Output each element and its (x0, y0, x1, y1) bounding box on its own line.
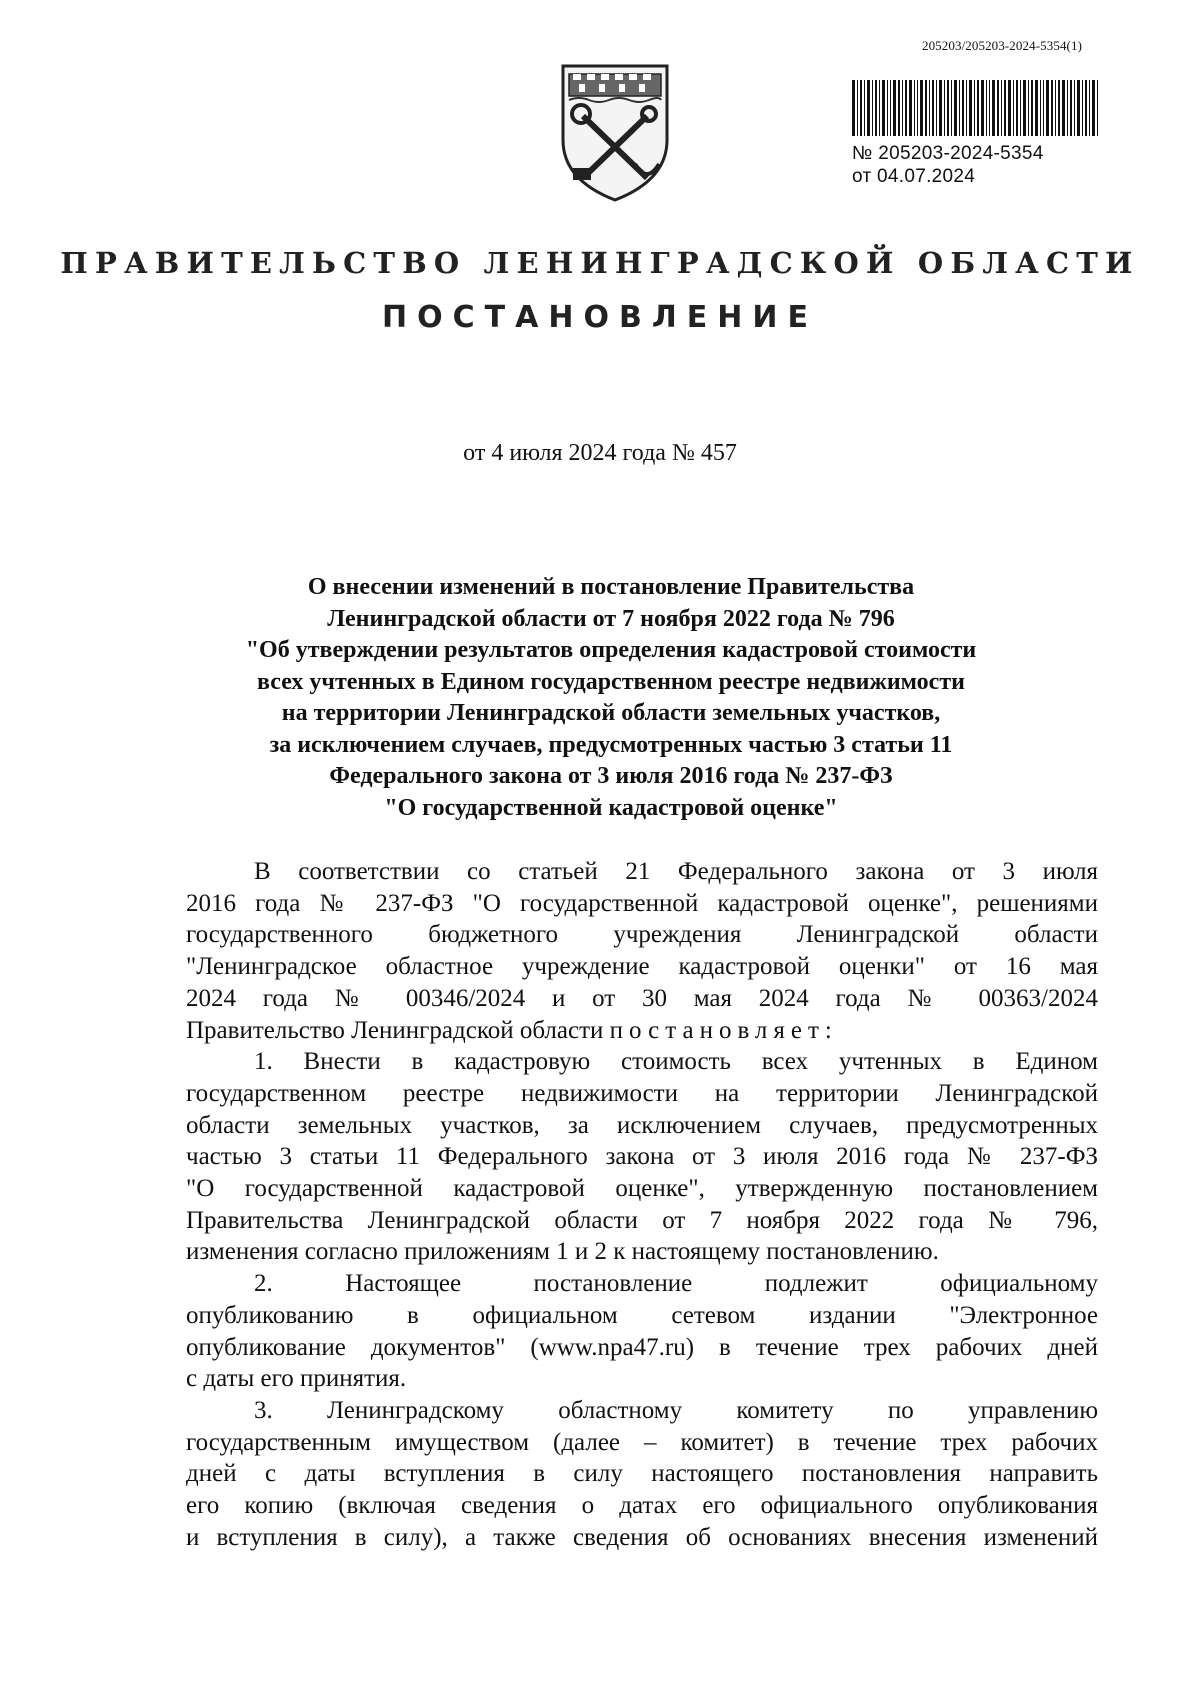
government-title: ПРАВИТЕЛЬСТВО ЛЕНИНГРАДСКОЙ ОБЛАСТИ (60, 246, 1140, 280)
subject-line: О внесении изменений в постановление Правительства (307, 574, 915, 600)
subject-line: всех учтенных в Едином государственном реестре недвижимости (257, 668, 965, 695)
item-2-line: опубликование документов" (www.npa47.ru) в течение трех рабочих дней (186, 1333, 1098, 1361)
preamble-last-text: Правительство Ленинградской области (186, 1016, 604, 1044)
item-2-line: опубликованию в официальном сетевом издании "Электронное (186, 1301, 1098, 1329)
item-1-line: государственном реестре недвижимости на территории Ленинградской (186, 1079, 1098, 1107)
resolution-subject (180, 572, 1042, 824)
subject-line: Ленинградской области от 7 ноября 2022 года № 796 (327, 605, 895, 632)
registration-block (852, 80, 1112, 188)
item-2-line: с даты его принятия. (186, 1365, 407, 1393)
item-2-line: 2. Настоящее постановление подлежит официальному (254, 1270, 1098, 1298)
item-1-line: частью 3 статьи 11 Федерального закона от 3 июля 2016 года № 237-ФЗ (186, 1143, 1098, 1171)
document-code: 205203/205203-2024-5354(1) (921, 38, 1082, 53)
document-type: ПОСТАНОВЛЕНИЕ (382, 300, 818, 335)
preamble-line: "Ленинградское областное учреждение кадастровой оценки" от 16 мая (186, 953, 1098, 981)
item-1-line: "О государственной кадастровой оценке", утвержденную постановлением (186, 1175, 1098, 1203)
item-3-line: 3. Ленинградскому областному комитету по управлению (254, 1396, 1098, 1424)
subject-line: на территории Ленинградской области земельных участков, (281, 700, 941, 726)
item-1-line: области земельных участков, за исключением случаев, предусмотренных (186, 1111, 1098, 1139)
item-1-line: изменения согласно приложениям 1 и 2 к настоящему постановлению. (186, 1238, 939, 1266)
resolution-body (186, 856, 1098, 1553)
item-3-line: и вступления в силу), а также сведения об основаниях внесения изменений (186, 1523, 1098, 1551)
resolution-date-number: от 4 июля 2024 года № 457 (463, 440, 737, 466)
subject-line: "О государственной кадастровой оценке" (384, 794, 838, 821)
registration-number: № 205203-2024-5354 (852, 143, 1044, 164)
preamble-line: 2024 года № 00346/2024 и от 30 мая 2024 года № 00363/2024 (186, 984, 1098, 1012)
subject-line: Федерального закона от 3 июля 2016 года № 237-ФЗ (329, 763, 893, 789)
item-3-line: дней с даты вступления в силу настоящего постановления направить (186, 1460, 1098, 1488)
preamble-line: В соответствии со статьей 21 Федерального закона от 3 июля (254, 858, 1098, 885)
subject-line: за исключением случаев, предусмотренных частью 3 статьи 11 (269, 731, 953, 758)
preamble-last-line (186, 1015, 1098, 1047)
coat-of-arms-icon (555, 60, 675, 206)
registration-date: от 04.07.2024 (852, 166, 976, 187)
item-1-line: 1. Внести в кадастровую стоимость всех учтенных в Едином (254, 1048, 1098, 1076)
resolves-word: постановляет: (609, 1016, 838, 1044)
item-3-line: государственным имуществом (далее – комитет) в течение трех рабочих (186, 1428, 1098, 1456)
barcode-icon (852, 80, 1098, 136)
item-3-line: его копию (включая сведения о датах его официального опубликования (186, 1492, 1098, 1520)
subject-line: "Об утверждении результатов определения кадастровой стоимости (245, 637, 977, 663)
preamble-line: государственного бюджетного учреждения Ленинградской области (186, 921, 1098, 949)
preamble-line: 2016 года № 237-ФЗ "О государственной кадастровой оценке", решениями (186, 889, 1098, 917)
item-1-line: Правительства Ленинградской области от 7 ноября 2022 года № 796, (186, 1206, 1098, 1234)
